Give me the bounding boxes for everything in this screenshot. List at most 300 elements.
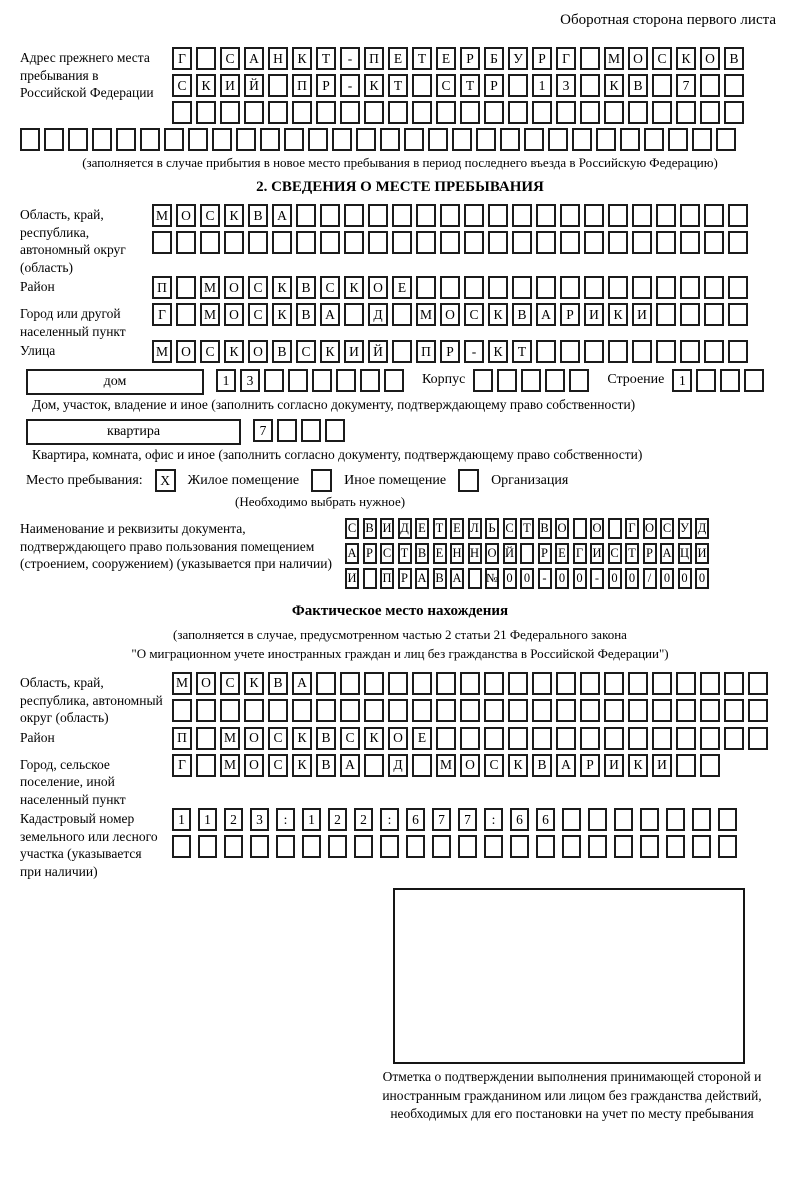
- char-box: [556, 101, 576, 124]
- char-box: Е: [412, 727, 432, 750]
- house-row: [26, 369, 780, 395]
- char-box: [692, 835, 711, 858]
- char-box: :: [380, 808, 399, 831]
- char-box: [676, 672, 696, 695]
- prev-address-note: (заполняется в случае прибытия в новое место пребывания в период последнего въезда в Российскую Федерацию): [82, 155, 718, 170]
- fact-city-row: [172, 754, 780, 777]
- char-box: -: [538, 568, 552, 589]
- char-box: [620, 128, 640, 151]
- char-box: [432, 835, 451, 858]
- char-box: М: [152, 204, 172, 227]
- char-box: [536, 340, 556, 363]
- korpus-cells: [473, 369, 593, 392]
- char-box: [700, 101, 720, 124]
- char-box: [532, 101, 552, 124]
- char-box: Р: [580, 754, 600, 777]
- stay-type-note: (Необходимо выбрать нужное): [235, 494, 406, 510]
- char-box: [464, 231, 484, 254]
- char-box: И: [604, 754, 624, 777]
- char-box: [340, 101, 360, 124]
- char-box: [363, 568, 377, 589]
- char-box: [416, 231, 436, 254]
- char-box: О: [196, 672, 216, 695]
- char-box: Н: [450, 543, 464, 564]
- char-box: Е: [433, 543, 447, 564]
- char-box: Д: [695, 518, 709, 539]
- prev-address-row-1: [172, 47, 780, 70]
- char-box: К: [628, 754, 648, 777]
- char-box: [608, 340, 628, 363]
- char-box: [656, 231, 676, 254]
- region-block: [20, 204, 780, 276]
- char-box: В: [248, 204, 268, 227]
- char-box: С: [503, 518, 517, 539]
- char-box: В: [296, 276, 316, 299]
- region-row-2: [152, 231, 780, 254]
- char-box: [728, 276, 748, 299]
- char-box: -: [340, 47, 360, 70]
- apartment-note: Квартира, комната, офис и иное (заполнить согласно документу, подтверждающему право собственности): [32, 447, 643, 463]
- char-box: [196, 47, 216, 70]
- char-box: 0: [660, 568, 674, 589]
- char-box: [320, 204, 340, 227]
- char-box: [172, 835, 191, 858]
- char-box: К: [224, 204, 244, 227]
- char-box: К: [508, 754, 528, 777]
- char-box: [364, 754, 384, 777]
- char-box: [728, 340, 748, 363]
- char-box: Г: [152, 303, 172, 326]
- char-box: [388, 672, 408, 695]
- char-box: С: [220, 47, 240, 70]
- char-box: :: [276, 808, 295, 831]
- char-box: И: [695, 543, 709, 564]
- char-box: [68, 128, 88, 151]
- char-box: В: [724, 47, 744, 70]
- char-box: [196, 754, 216, 777]
- char-box: [436, 101, 456, 124]
- char-box: [344, 204, 364, 227]
- char-box: Ь: [485, 518, 499, 539]
- char-box: [416, 204, 436, 227]
- char-box: [608, 518, 622, 539]
- char-box: -: [590, 568, 604, 589]
- char-box: [264, 369, 284, 392]
- char-box: [628, 101, 648, 124]
- char-box: [614, 835, 633, 858]
- char-box: [488, 204, 508, 227]
- char-box: [452, 128, 472, 151]
- char-box: [392, 303, 412, 326]
- char-box: [652, 101, 672, 124]
- char-box: [656, 303, 676, 326]
- char-box: [628, 699, 648, 722]
- char-box: [164, 128, 184, 151]
- char-box: И: [652, 754, 672, 777]
- document-label: Наименование и реквизиты документа, подтверждающего право пользования помещением (строением, сооружением) (указывается при наличии): [20, 521, 332, 572]
- char-box: С: [320, 276, 340, 299]
- char-box: К: [320, 340, 340, 363]
- char-box: Р: [484, 74, 504, 97]
- char-box: [508, 727, 528, 750]
- char-box: [652, 672, 672, 695]
- char-box: [312, 369, 332, 392]
- char-box: [508, 699, 528, 722]
- char-box: [320, 231, 340, 254]
- char-box: Е: [555, 543, 569, 564]
- char-box: Р: [643, 543, 657, 564]
- char-box: [364, 699, 384, 722]
- char-box: [560, 204, 580, 227]
- char-box: Д: [388, 754, 408, 777]
- fact-region-label: Область, край, республика, автономный округ (область): [20, 674, 163, 726]
- char-box: А: [450, 568, 464, 589]
- char-box: К: [292, 727, 312, 750]
- char-box: П: [152, 276, 172, 299]
- char-box: [244, 101, 264, 124]
- char-box: О: [590, 518, 604, 539]
- char-box: К: [676, 47, 696, 70]
- char-box: С: [220, 672, 240, 695]
- char-box: [569, 369, 589, 392]
- char-box: К: [488, 340, 508, 363]
- char-box: Й: [503, 543, 517, 564]
- char-box: В: [316, 727, 336, 750]
- char-box: 0: [608, 568, 622, 589]
- char-box: И: [632, 303, 652, 326]
- char-box: [676, 754, 696, 777]
- char-box: [556, 727, 576, 750]
- prev-address-block: [20, 47, 780, 128]
- char-box: [316, 101, 336, 124]
- char-box: [536, 231, 556, 254]
- char-box: [632, 276, 652, 299]
- char-box: [460, 672, 480, 695]
- char-box: [325, 419, 345, 442]
- option-organization-label: Организация: [491, 472, 569, 488]
- fact-city-label: Город, сельское поселение, иной населенный пункт: [20, 756, 126, 807]
- char-box: С: [268, 727, 288, 750]
- char-box: 3: [250, 808, 269, 831]
- char-box: [484, 727, 504, 750]
- page-header: Оборотная сторона первого листа: [560, 12, 776, 28]
- city-row: [152, 303, 780, 326]
- char-box: А: [340, 754, 360, 777]
- char-box: [368, 204, 388, 227]
- char-box: №: [485, 568, 499, 589]
- char-box: М: [604, 47, 624, 70]
- char-box: [666, 808, 685, 831]
- char-box: А: [536, 303, 556, 326]
- char-box: К: [488, 303, 508, 326]
- char-box: [668, 128, 688, 151]
- char-box: [604, 672, 624, 695]
- char-box: [700, 699, 720, 722]
- char-box: [724, 101, 744, 124]
- char-box: [296, 204, 316, 227]
- char-box: [652, 727, 672, 750]
- actual-location-note-line2: "О миграционном учете иностранных граждан и лиц без гражданства в Российской Федерации"): [131, 646, 669, 662]
- char-box: В: [415, 543, 429, 564]
- char-box: [464, 276, 484, 299]
- char-box: [460, 101, 480, 124]
- char-box: [176, 276, 196, 299]
- char-box: Е: [388, 47, 408, 70]
- char-box: С: [660, 518, 674, 539]
- char-box: В: [512, 303, 532, 326]
- char-box: О: [176, 204, 196, 227]
- char-box: П: [380, 568, 394, 589]
- char-box: [560, 340, 580, 363]
- char-box: [704, 303, 724, 326]
- char-box: 6: [406, 808, 425, 831]
- char-box: [412, 101, 432, 124]
- confirmation-stamp-note: Отметка о подтверждении выполнения принимающей стороной и иностранным гражданином или лицом без гражданства действий, необходимых для его постановки на учет по месту пребывания: [382, 1069, 762, 1121]
- char-box: [200, 231, 220, 254]
- char-box: [152, 231, 172, 254]
- stroenie-cells: [672, 369, 768, 392]
- char-box: В: [272, 340, 292, 363]
- char-box: И: [590, 543, 604, 564]
- char-box: [268, 101, 288, 124]
- char-box: О: [628, 47, 648, 70]
- char-box: [728, 303, 748, 326]
- char-box: [380, 128, 400, 151]
- char-box: [724, 74, 744, 97]
- char-box: [508, 101, 528, 124]
- char-box: [680, 340, 700, 363]
- char-box: 2: [328, 808, 347, 831]
- char-box: [176, 231, 196, 254]
- char-box: [652, 699, 672, 722]
- char-box: К: [272, 276, 292, 299]
- char-box: [196, 699, 216, 722]
- char-box: И: [220, 74, 240, 97]
- char-box: Т: [520, 518, 534, 539]
- char-box: [728, 231, 748, 254]
- char-box: [628, 672, 648, 695]
- char-box: К: [224, 340, 244, 363]
- char-box: [268, 699, 288, 722]
- char-box: [392, 204, 412, 227]
- char-box: Л: [468, 518, 482, 539]
- char-box: [536, 835, 555, 858]
- char-box: С: [484, 754, 504, 777]
- apartment-cells: [253, 419, 349, 442]
- char-box: [436, 727, 456, 750]
- char-box: [596, 128, 616, 151]
- char-box: О: [643, 518, 657, 539]
- char-box: [292, 699, 312, 722]
- char-box: [250, 835, 269, 858]
- char-box: А: [660, 543, 674, 564]
- char-box: [412, 754, 432, 777]
- char-box: [92, 128, 112, 151]
- char-box: А: [415, 568, 429, 589]
- char-box: [440, 276, 460, 299]
- char-box: 1: [172, 808, 191, 831]
- char-box: Т: [512, 340, 532, 363]
- cadastral-label: Кадастровый номер земельного или лесного участка (указывается при наличии): [20, 811, 158, 879]
- district-block: [20, 276, 780, 303]
- char-box: С: [464, 303, 484, 326]
- char-box: Р: [316, 74, 336, 97]
- char-box: [562, 808, 581, 831]
- char-box: О: [224, 276, 244, 299]
- char-box: С: [268, 754, 288, 777]
- char-box: Н: [268, 47, 288, 70]
- char-box: [580, 727, 600, 750]
- char-box: [412, 672, 432, 695]
- char-box: -: [340, 74, 360, 97]
- street-row: [152, 340, 780, 363]
- char-box: [388, 101, 408, 124]
- char-box: [510, 835, 529, 858]
- char-box: К: [196, 74, 216, 97]
- char-box: 0: [555, 568, 569, 589]
- char-box: С: [340, 727, 360, 750]
- char-box: [608, 231, 628, 254]
- char-box: [484, 101, 504, 124]
- char-box: [277, 419, 297, 442]
- char-box: [296, 231, 316, 254]
- char-box: [384, 369, 404, 392]
- char-box: [632, 204, 652, 227]
- char-box: [364, 101, 384, 124]
- char-box: /: [643, 568, 657, 589]
- char-box: [700, 754, 720, 777]
- char-box: С: [380, 543, 394, 564]
- street-label: Улица: [20, 343, 56, 359]
- char-box: М: [416, 303, 436, 326]
- char-box: К: [364, 74, 384, 97]
- document-row-3: [345, 568, 780, 589]
- char-box: [488, 231, 508, 254]
- char-box: О: [244, 727, 264, 750]
- char-box: -: [464, 340, 484, 363]
- char-box: [680, 204, 700, 227]
- char-box: Р: [538, 543, 552, 564]
- char-box: О: [176, 340, 196, 363]
- char-box: [608, 204, 628, 227]
- cadastral-block: [20, 808, 780, 880]
- char-box: [288, 369, 308, 392]
- char-box: [532, 699, 552, 722]
- char-box: [604, 699, 624, 722]
- char-box: В: [363, 518, 377, 539]
- char-box: В: [316, 754, 336, 777]
- document-block: [20, 518, 780, 593]
- char-box: П: [364, 47, 384, 70]
- char-box: 0: [625, 568, 639, 589]
- char-box: [484, 699, 504, 722]
- char-box: И: [344, 340, 364, 363]
- char-box: [572, 128, 592, 151]
- char-box: [460, 699, 480, 722]
- char-box: [640, 808, 659, 831]
- char-box: [704, 231, 724, 254]
- char-box: [436, 672, 456, 695]
- char-box: [116, 128, 136, 151]
- char-box: [724, 727, 744, 750]
- char-box: [172, 101, 192, 124]
- char-box: К: [292, 754, 312, 777]
- char-box: О: [440, 303, 460, 326]
- char-box: [676, 699, 696, 722]
- char-box: [692, 128, 712, 151]
- document-row-2: [345, 543, 780, 564]
- checkbox-organization: [458, 469, 479, 492]
- char-box: М: [200, 276, 220, 299]
- char-box: [556, 672, 576, 695]
- char-box: [356, 128, 376, 151]
- actual-location-note-line1: (заполняется в случае, предусмотренном частью 2 статьи 21 Федерального закона: [173, 627, 627, 643]
- checkbox-other-premise: [311, 469, 332, 492]
- char-box: [580, 699, 600, 722]
- char-box: [588, 835, 607, 858]
- char-box: [748, 672, 768, 695]
- char-box: [652, 74, 672, 97]
- char-box: 0: [503, 568, 517, 589]
- char-box: О: [368, 276, 388, 299]
- char-box: Г: [556, 47, 576, 70]
- char-box: П: [416, 340, 436, 363]
- option-other-premise-label: Иное помещение: [344, 472, 447, 488]
- char-box: [556, 699, 576, 722]
- char-box: [512, 231, 532, 254]
- char-box: [588, 808, 607, 831]
- char-box: В: [538, 518, 552, 539]
- char-box: [580, 672, 600, 695]
- fact-region-block: [20, 672, 780, 727]
- char-box: [744, 369, 764, 392]
- district-row: [152, 276, 780, 299]
- char-box: 7: [253, 419, 273, 442]
- cadastral-row-2: [172, 835, 780, 858]
- char-box: П: [172, 727, 192, 750]
- char-box: А: [556, 754, 576, 777]
- char-box: [196, 101, 216, 124]
- char-box: [308, 128, 328, 151]
- char-box: [628, 727, 648, 750]
- char-box: Г: [172, 47, 192, 70]
- char-box: [436, 699, 456, 722]
- char-box: [720, 369, 740, 392]
- char-box: И: [380, 518, 394, 539]
- char-box: [484, 672, 504, 695]
- char-box: [604, 101, 624, 124]
- char-box: [172, 699, 192, 722]
- prev-address-row-2: [172, 74, 780, 97]
- char-box: [524, 128, 544, 151]
- char-box: [244, 699, 264, 722]
- char-box: [680, 276, 700, 299]
- char-box: Р: [398, 568, 412, 589]
- char-box: [508, 672, 528, 695]
- char-box: 0: [678, 568, 692, 589]
- char-box: 1: [216, 369, 236, 392]
- char-box: [700, 727, 720, 750]
- char-box: 1: [302, 808, 321, 831]
- char-box: 0: [695, 568, 709, 589]
- char-box: Е: [392, 276, 412, 299]
- char-box: [301, 419, 321, 442]
- char-box: О: [555, 518, 569, 539]
- char-box: У: [678, 518, 692, 539]
- char-box: К: [272, 303, 292, 326]
- char-box: [364, 672, 384, 695]
- char-box: [212, 128, 232, 151]
